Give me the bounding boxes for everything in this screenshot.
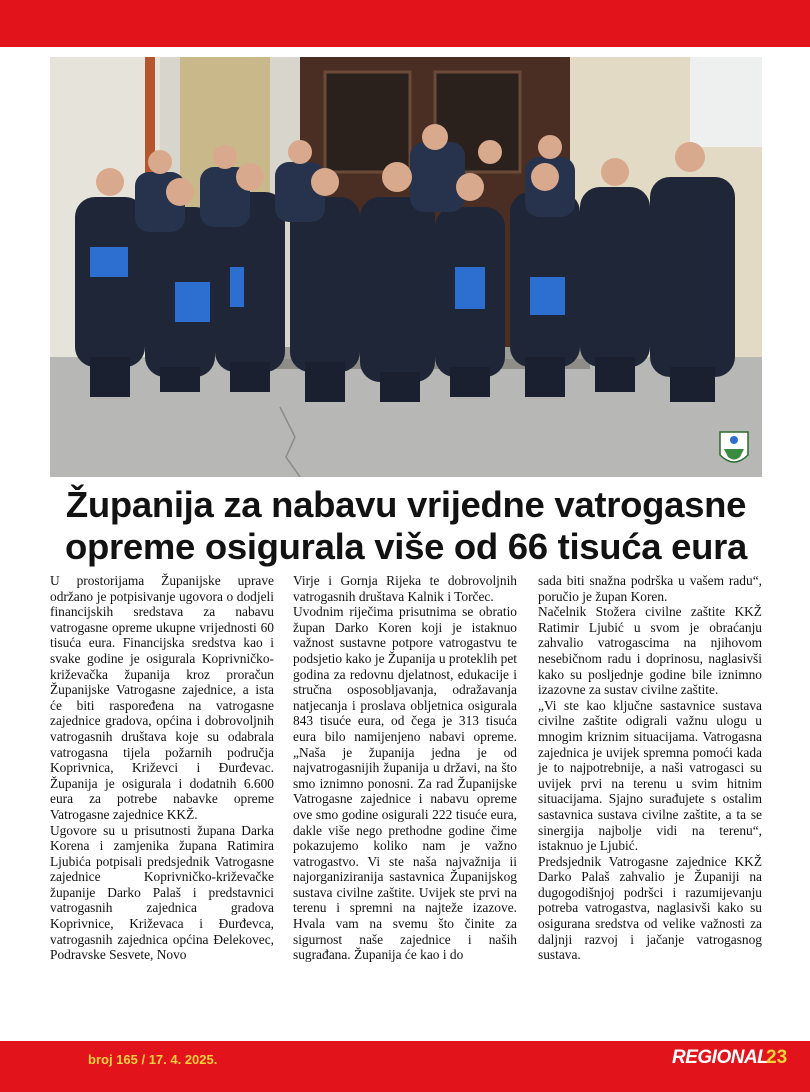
paragraph: Predsjednik Vatrogasne zajednice KKŽ Darko Palaš zahvalio je Županiji na dugogodišnjoj podršci i razumijevanju potreba vatrogastva, naglasivši kako su osigurana sredstva od velike važnosti za daljnji razvoj i jačanje vatrogasnog sustava. <box>538 853 762 963</box>
brand-logo: REGIONAL <box>672 1047 769 1068</box>
article-body <box>50 573 762 1033</box>
paragraph: „Vi ste kao ključne sastavnice sustava civilne zaštite odigrali važnu ulogu u mnogim kriznim situacijama. Vatrogasna zajednica je uvijek spremna pomoći kada je to najpotrebnije, a naši vatrogasci su uvijek prvi na terenu u svim hitnim situacijama. Sjajno surađujete s ostalim sastavnica sustava civilne zaštite, a ta se sinergija najbolje vidi na terenu“, istaknuo je Ljubić. <box>538 697 762 854</box>
article-column-3 <box>538 573 762 963</box>
issue-info: broj 165 / 17. 4. 2025. <box>88 1052 218 1067</box>
headline-line-1: Županija za nabavu vrijedne vatrogasne <box>65 484 747 525</box>
paragraph: Ugovore su u prisutnosti župana Darka Korena i zamjenika župana Ratimira Ljubića potpisali predsjednik Vatrogasne zajednice Koprivničko-križevačke županije Darko Palaš i predstavnici vatrogasnih zajednica gradova Koprivnice, Križevaca i Đurđevca, vatrogasnih zajednica općina Đelekovec, Podravske Sesvete, Novo <box>50 822 274 963</box>
headline-line-2: opreme osigurala više od 66 tisuća eura <box>64 526 748 567</box>
paragraph: Uvodnim riječima prisutnima se obratio župan Darko Koren koji je istaknuo važnost sustavne potpore vatrogastvu te podsjetio kako je Županija u proteklih pet godina za redovnu djelatnost, edukacije i stručna osposobljavanja, odražavanja natjecanja i proslava obljetnica osigurala 843 tisuće eura, od čega je 313 tisuća eura bilo namijenjeno nabavi opreme. „Naša je županija jedna je od najvatrogasnijih županija u državi, na što smo iznimno ponosni. Za rad Županijske Vatrogasne zajednice i nabavu opreme ove smo godine osigurali 222 tisuće eura, dakle više nego prethodne godine čime pokazujemo koliko nam je važno vatrogastvo. Vi ste naša najvažnija ii najorganiziranija sastavnica Županijskog sustava civilne zaštite. Uvijek ste prvi na terenu i spremni na najteže izazove. Hvala vam na svemu što činite za sigurnost naše zajednice i naših sugrađana. Županija će kao i do <box>293 604 517 963</box>
article-headline <box>50 484 762 568</box>
group-photo-illustration <box>50 57 762 477</box>
paragraph: sada biti snažna podrška u vašem radu“, poručio je župan Koren. <box>538 573 762 604</box>
paragraph: Virje i Gornja Rijeka te dobrovoljnih vatrogasnih društava Kalnik i Torčec. <box>293 573 517 604</box>
page-number: 23 <box>766 1047 788 1068</box>
article-column-1 <box>50 573 274 963</box>
paragraph: U prostorijama Županijske uprave održano je potpisivanje ugovora o dodjeli financijskih sredstava za nabavu vatrogasne opreme ukupne vrijednosti 60 tisuća eura. Financijska sredstva kao i svake godine je osigurala Koprivničko-križevačka županija kroz proračun Županijske Vatrogasne zajednice, a ista će biti raspoređena na vatrogasne zajednice gradova, općina i dobrovoljnih vatrogasnih društava koje su odabrala vatrogasna tijela požarnih područja Koprivnica, Križevci i Đurđevac. Županija je osigurala i dodatnih 6.600 eura za potrebe nabavke opreme Vatrogasne zajednice KKŽ. <box>50 573 274 822</box>
top-red-bar <box>0 0 810 47</box>
group-photo <box>50 57 762 477</box>
paragraph: Načelnik Stožera civilne zaštite KKŽ Ratimir Ljubić u svom je obraćanju zahvalio vatrogascima na njihovom nesebičnom radu i doprinosu, naglasivši kako su posljednje godine bile iznimno izazovne za sustav civilne zaštite. <box>538 604 762 698</box>
article-column-2 <box>293 573 517 963</box>
